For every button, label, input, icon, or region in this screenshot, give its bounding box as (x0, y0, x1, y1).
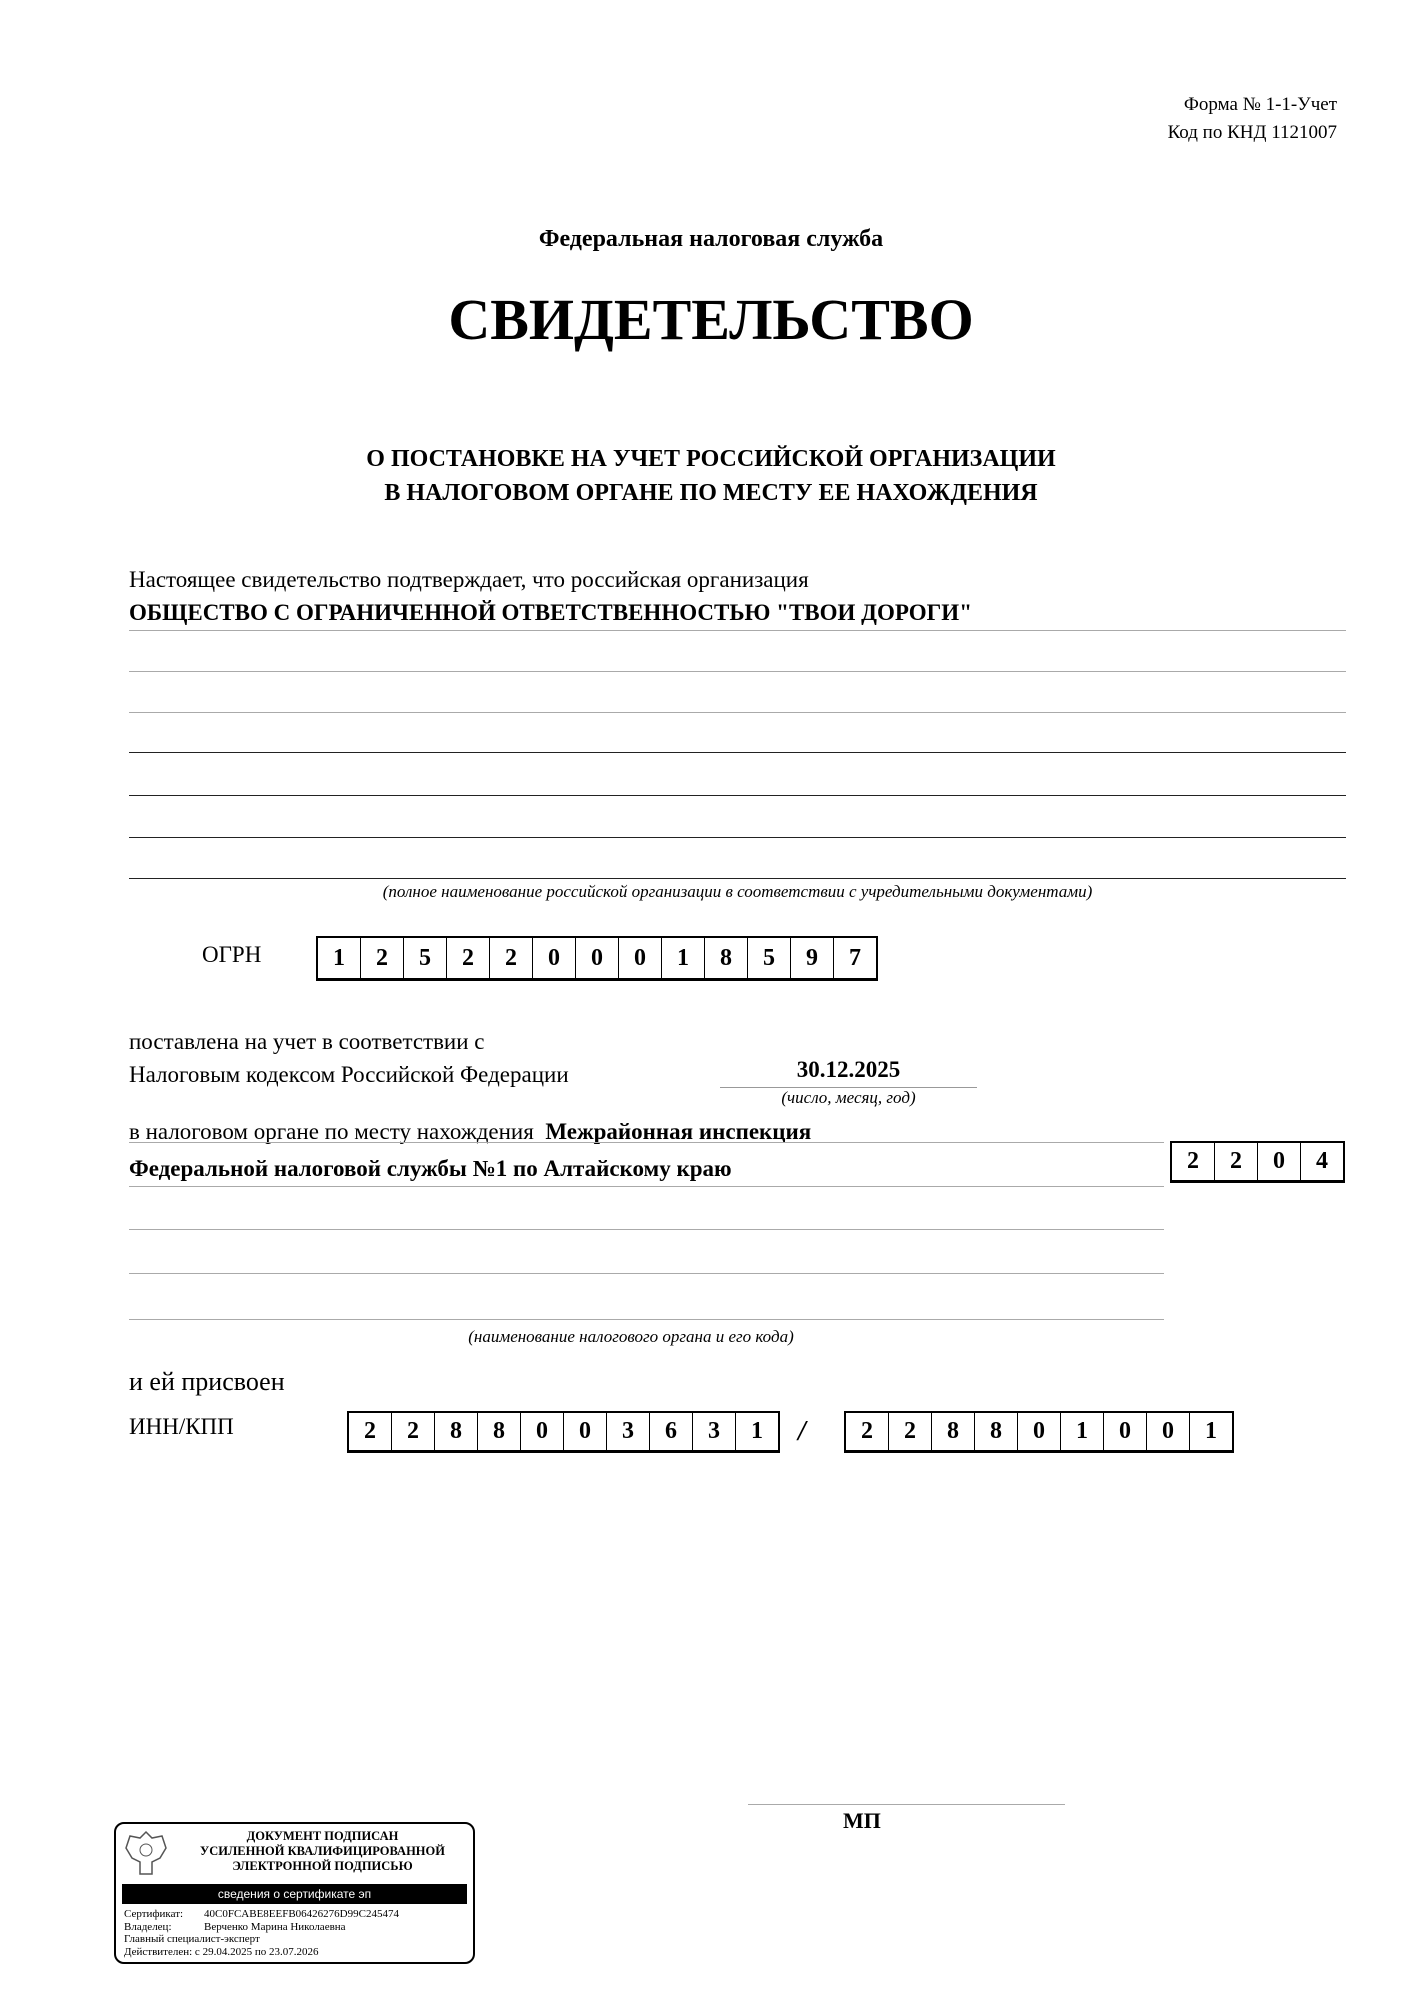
digit-box: 8 (435, 1413, 478, 1450)
digit-box: 4 (1316, 1148, 1328, 1174)
digit-box: 8 (932, 1413, 975, 1450)
digit-box: 0 (1018, 1413, 1061, 1450)
digit-box: 8 (478, 1413, 521, 1450)
intro-text: Настоящее свидетельство подтверждает, что российская организация (129, 567, 809, 592)
digit-box: 6 (650, 1413, 693, 1450)
signature-line2: УСИЛЕННОЙ КВАЛИФИЦИРОВАННОЙ (200, 1844, 445, 1858)
tax-authority-caption: (наименование налогового органа и его кода) (468, 1327, 794, 1346)
divider (129, 837, 1346, 838)
owner-position: Главный специалист-эксперт (124, 1933, 260, 1945)
signature-line3: ЭЛЕКТРОННОЙ ПОДПИСЬЮ (232, 1859, 413, 1873)
digit-box: 8 (975, 1413, 1018, 1450)
digit-box: 1 (751, 1418, 763, 1444)
page-title: СВИДЕТЕЛЬСТВО (448, 287, 974, 352)
owner-value: Верченко Марина Николаевна (204, 1920, 346, 1933)
certificate-info-bar: сведения о сертификате эп (122, 1884, 467, 1904)
registration-line1: поставлена на учет в соответствии с (129, 1029, 485, 1054)
digit-box: 2 (1172, 1143, 1215, 1180)
signature-line1: ДОКУМЕНТ ПОДПИСАН (246, 1829, 399, 1843)
digit-box: 0 (1104, 1413, 1147, 1450)
ogrn-label: ОГРН (202, 942, 262, 967)
digit-box: 3 (693, 1413, 736, 1450)
digit-box: 1 (1061, 1413, 1104, 1450)
coat-of-arms-icon (122, 1828, 170, 1878)
electronic-signature-stamp (114, 1822, 475, 1964)
ogrn-boxes (316, 936, 878, 981)
inn-kpp-separator: / (798, 1416, 806, 1447)
divider (129, 1229, 1164, 1230)
digit-box: 2 (349, 1413, 392, 1450)
digit-box: 0 (1258, 1143, 1301, 1180)
digit-box: 1 (1205, 1418, 1217, 1444)
digit-box: 8 (705, 938, 748, 978)
digit-box: 0 (619, 938, 662, 978)
cert-value: 40C0FCABE8EEFB06426276D99C245474 (204, 1908, 399, 1920)
digit-box: 2 (889, 1413, 932, 1450)
assigned-label: и ей присвоен (129, 1367, 285, 1396)
digit-box: 1 (318, 938, 361, 978)
subtitle-line2: В НАЛОГОВОМ ОРГАНЕ ПО МЕСТУ ЕЕ НАХОЖДЕНИЯ (384, 480, 1038, 506)
digit-box: 5 (748, 938, 791, 978)
digit-box: 2 (361, 938, 404, 978)
digit-box: 7 (849, 944, 861, 971)
digit-box: 0 (1147, 1413, 1190, 1450)
tax-authority-prefix: в налоговом органе по месту нахождения (129, 1119, 534, 1144)
divider (129, 1142, 1164, 1143)
digit-box: 1 (662, 938, 705, 978)
cert-label: Сертификат: (124, 1908, 184, 1920)
digit-box: 0 (564, 1413, 607, 1450)
divider (129, 630, 1346, 631)
divider (129, 1319, 1164, 1320)
divider (129, 795, 1346, 796)
date-caption: (число, месяц, год) (781, 1088, 916, 1107)
org-name-caption: (полное наименование российской организации в соответствии с учредительными документами) (382, 882, 1093, 901)
kpp-boxes (844, 1411, 1234, 1453)
inn-boxes (347, 1411, 780, 1453)
divider (129, 1186, 1164, 1187)
divider (129, 1273, 1164, 1274)
form-number: Форма № 1-1-Учет (1183, 94, 1337, 115)
inn-kpp-label: ИНН/КПП (129, 1414, 234, 1439)
registration-date: 30.12.2025 (796, 1057, 901, 1082)
divider (129, 671, 1346, 672)
divider (129, 712, 1346, 713)
digit-box: 2 (447, 938, 490, 978)
digit-box: 9 (791, 938, 834, 978)
digit-box: 2 (846, 1413, 889, 1450)
digit-box: 2 (1215, 1143, 1258, 1180)
tax-authority-name-part1: Межрайонная инспекция (545, 1119, 812, 1144)
divider (129, 752, 1346, 753)
digit-box: 3 (607, 1413, 650, 1450)
org-name: ОБЩЕСТВО С ОГРАНИЧЕННОЙ ОТВЕТСТВЕННОСТЬЮ "ТВОИ ДОРОГИ" (129, 600, 972, 625)
digit-box: 5 (404, 938, 447, 978)
agency-name: Федеральная налоговая служба (538, 226, 884, 252)
digit-box: 2 (490, 938, 533, 978)
divider (129, 878, 1346, 879)
digit-box: 0 (521, 1413, 564, 1450)
knd-code: Код по КНД 1121007 (1167, 122, 1337, 143)
tax-authority-name-part2: Федеральной налоговой службы №1 по Алтайскому краю (129, 1156, 732, 1181)
validity: Действителен: с 29.04.2025 по 23.07.2026 (124, 1945, 319, 1958)
form-header (1168, 94, 1337, 144)
tax-authority-code-boxes (1170, 1141, 1345, 1183)
registration-line2: Налоговым кодексом Российской Федерации (129, 1062, 569, 1087)
digit-box: 0 (576, 938, 619, 978)
digit-box: 2 (392, 1413, 435, 1450)
signature-line (748, 1804, 1065, 1805)
owner-label: Владелец: (124, 1920, 172, 1933)
subtitle-line1: О ПОСТАНОВКЕ НА УЧЕТ РОССИЙСКОЙ ОРГАНИЗАЦИИ (366, 446, 1056, 472)
stamp-mark: МП (843, 1808, 881, 1833)
digit-box: 0 (533, 938, 576, 978)
